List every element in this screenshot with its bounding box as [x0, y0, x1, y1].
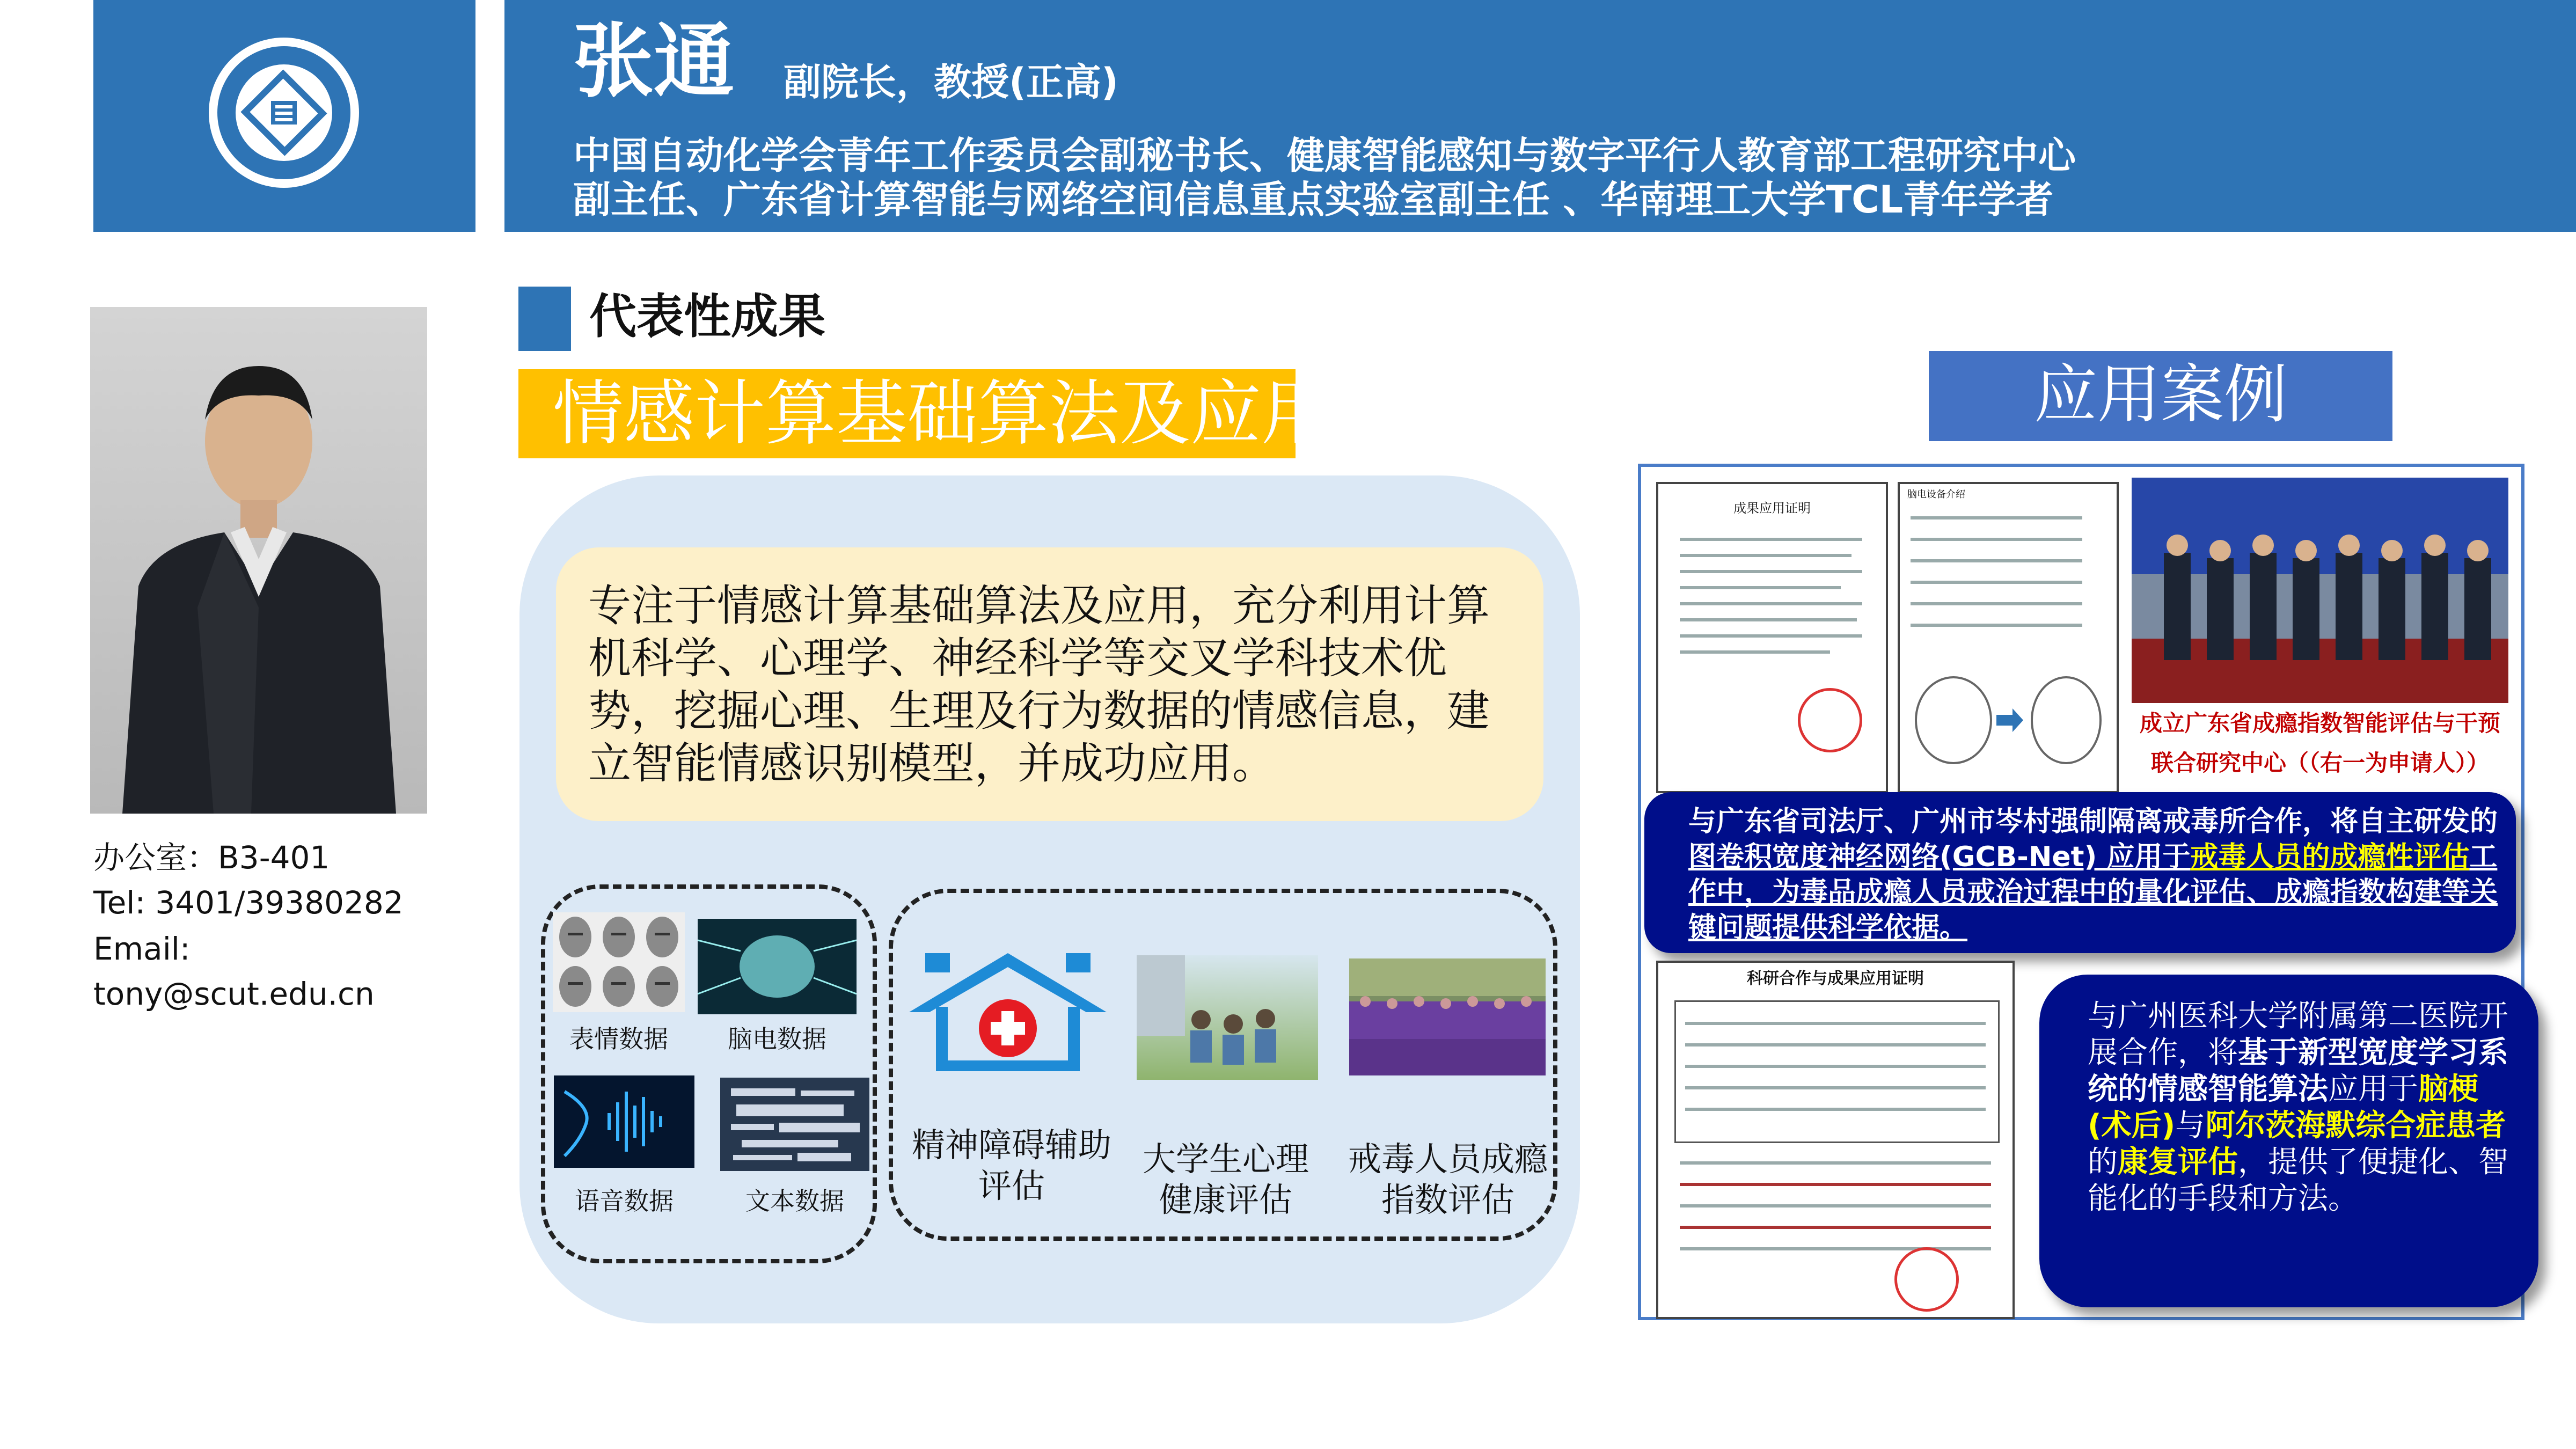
person-title: 副院长，教授(正高) — [784, 60, 1118, 104]
section-marker — [518, 287, 571, 351]
tel-text: Tel: 3401/39380282 — [93, 884, 404, 921]
photo-caption-line-2: 联合研究中心（（右一为申请人）） — [2150, 750, 2489, 776]
ceremony-photo — [2132, 478, 2508, 703]
doc3-title: 科研合作与成果应用证明 — [1747, 969, 1924, 988]
red-seal-icon — [1798, 688, 1862, 752]
voice-wave-icon — [554, 1075, 694, 1168]
red-seal-icon-2 — [1894, 1247, 1959, 1312]
topic-title: 情感计算基础算法及应用 — [553, 372, 1332, 455]
data-label-voice: 语音数据 — [575, 1187, 674, 1216]
photo-caption-line-1: 成立广东省成瘾指数智能评估与干预 — [2139, 710, 2500, 736]
doc2-title: 脑电设备介绍 — [1907, 489, 1965, 500]
email-link[interactable]: tony@scut.edu.cn — [93, 976, 375, 1012]
data-label-face: 表情数据 — [569, 1024, 668, 1053]
app-label-mental: 精神障碍辅助评估 — [911, 1125, 1111, 1205]
person-silhouette-icon — [90, 307, 427, 814]
app-label-rehab: 戒毒人员成瘾指数评估 — [1348, 1139, 1548, 1219]
word-cloud-icon — [720, 1078, 869, 1171]
affiliation-line-1: 中国自动化学会青年工作委员会副秘书长、健康智能感知与数字平行人教育部工程研究中心 — [573, 134, 2076, 178]
eeg-cap-icon — [1911, 661, 2104, 769]
eeg-device-document — [1898, 482, 2119, 793]
cases-title: 应用案例 — [2033, 357, 2287, 431]
hospital-icon — [904, 953, 1112, 1078]
app-label-students: 大学生心理健康评估 — [1142, 1139, 1309, 1219]
certificate-document-2 — [1656, 961, 2015, 1319]
description-text: 专注于情感计算基础算法及应用，充分利用计算机科学、心理学、神经科学等交叉学科技术优势，挖掘心理、生理及行为数据的情感信息，建立智能情感识别模型，并成功应用。 — [588, 581, 1490, 788]
case-1-text: 与广东省司法厅、广州市岑村强制隔离戒毒所合作，将自主研发的图卷积宽度神经网络(GCB-Net) 应用于戒毒人员的成瘾性评估工作中，为毒品成瘾人员戒治过程中的量化评估、成瘾指数构建等关键问题提供科学依据。 — [1688, 806, 2498, 944]
portrait-photo — [90, 307, 427, 814]
data-label-text: 文本数据 — [745, 1187, 844, 1216]
section-heading: 代表性成果 — [589, 289, 826, 344]
certificate-document-1 — [1656, 482, 1888, 793]
affiliation-line-2: 副主任、广东省计算智能与网络空间信息重点实验室副主任 、华南理工大学TCL青年学者 — [573, 178, 2054, 222]
face-grid-icon — [553, 912, 685, 1012]
case-2-text: 与广州医科大学附属第二医院开展合作，将基于新型宽度学习系统的情感智能算法应用于脑梗(术后)与阿尔茨海默综合症患者的康复评估，提供了便捷化、智能化的手段和方法。 — [2088, 999, 2508, 1216]
group-photo — [1349, 958, 1546, 1075]
data-label-eeg: 脑电数据 — [728, 1024, 826, 1053]
logo-block — [93, 0, 475, 232]
office-text: 办公室：B3-401 — [93, 839, 330, 876]
person-name: 张通 — [573, 15, 735, 108]
students-photo — [1137, 955, 1318, 1080]
brain-circuit-icon — [698, 919, 857, 1014]
doc1-title: 成果应用证明 — [1733, 501, 1811, 516]
school-logo-icon — [177, 32, 391, 193]
email-label: Email: — [93, 931, 191, 967]
